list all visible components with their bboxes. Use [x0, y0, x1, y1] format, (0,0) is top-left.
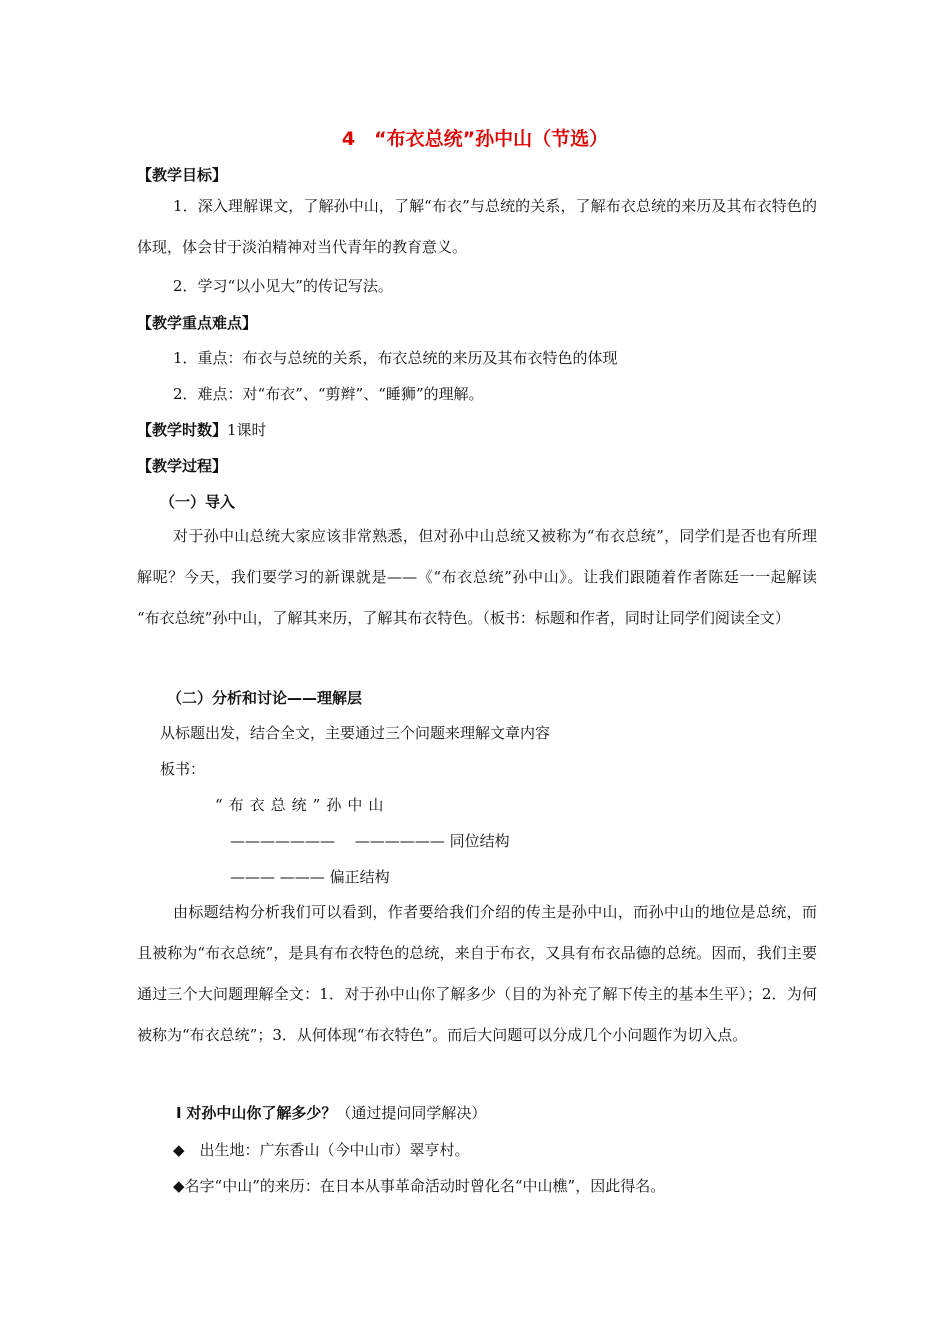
board-line-2	[230, 867, 390, 887]
analysis-paragraph: 由标题结构分析我们可以看到，作者要给我们介绍的传主是孙中山，而孙中山的地位是总统，而且被称为“布衣总统”，是具有布衣特色的总统，来自于布衣，又具有布衣品德的总统。因而，我们主要通过三个大问题理解全文：1．对于孙中山你了解多少（目的为补充了解下传主的基本生平）；2．为何被称为“布衣总统”；3．从何体现“布衣特色”。而后大问题可以分成几个小问题作为切入点。	[137, 903, 817, 1044]
goals-heading: 【教学目标】	[137, 166, 228, 184]
board-line-2-dashes: ——— ———	[230, 868, 325, 886]
process-heading: 【教学过程】	[137, 457, 228, 475]
key-points-heading: 【教学重点难点】	[137, 314, 258, 332]
question-1-note: （通过提问同学解决）	[336, 1104, 487, 1122]
page-title: 4 “布衣总统”孙中山（节选）	[341, 128, 609, 150]
step-1-heading: （一）导入	[160, 493, 236, 511]
question-1-text: 对孙中山你了解多少？	[186, 1104, 337, 1122]
key-point-2: 2．难点：对“布衣”、“剪辫”、“睡狮”的理解。	[173, 385, 484, 403]
board-line-1	[230, 831, 510, 851]
step-2-intro: 从标题出发，结合全文，主要通过三个问题来理解文章内容	[160, 724, 551, 742]
board-title: “布衣总统”孙中山	[215, 796, 390, 814]
teaching-hours	[137, 420, 267, 440]
goal-1-paragraph: 1．深入理解课文，了解孙中山，了解“布衣”与总统的关系，了解布衣总统的来历及其布衣特色的体现，体会甘于淡泊精神对当代青年的教育意义。	[137, 197, 817, 256]
board-line-2-label: 偏正结构	[329, 868, 390, 886]
question-1-number: Ⅰ	[176, 1104, 182, 1122]
goal-2-paragraph: 2．学习“以小见大”的传记写法。	[173, 277, 393, 295]
teaching-hours-heading: 【教学时数】	[137, 421, 228, 439]
key-point-1: 1．重点：布衣与总统的关系，布衣总统的来历及其布衣特色的体现	[173, 349, 618, 367]
bullet-name-origin: ◆名字“中山”的来历：在日本从事革命活动时曾化名“中山樵”，因此得名。	[173, 1177, 666, 1195]
board-label: 板书：	[160, 760, 206, 778]
board-line-1-dashes: ——————— ——————	[230, 832, 445, 850]
question-1	[176, 1103, 486, 1123]
teaching-hours-value: 1课时	[227, 421, 267, 439]
step-1-paragraph: 对于孙中山总统大家应该非常熟悉，但对孙中山总统又被称为“布衣总统”，同学们是否也有所理解呢？今天，我们要学习的新课就是——《“布衣总统”孙中山》。让我们跟随着作者陈廷一一起解读 “布衣总统”孙中山，了解其来历，了解其布衣特色。（板书：标题和作者，同时让同学们阅读全文）	[137, 527, 817, 627]
step-2-heading: （二）分析和讨论——理解层	[167, 689, 363, 707]
board-line-1-label: 同位结构	[449, 832, 510, 850]
bullet-birthplace: ◆ 出生地：广东香山（今中山市）翠亨村。	[173, 1141, 470, 1159]
